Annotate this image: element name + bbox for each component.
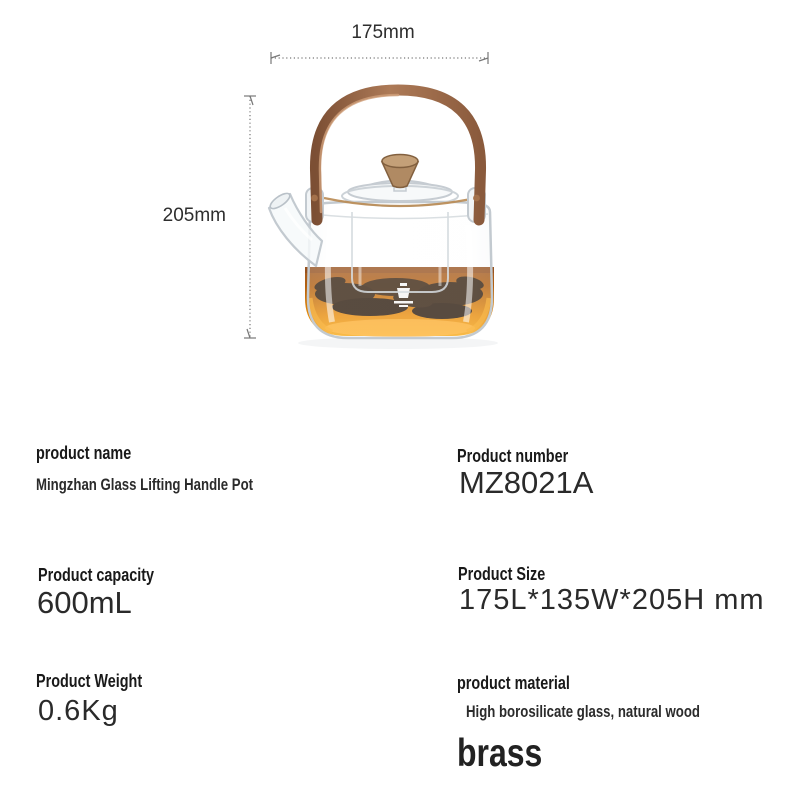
product-capacity-value: 600mL <box>37 585 132 620</box>
product-weight-label: Product Weight <box>36 671 143 691</box>
product-weight-value: 0.6Kg <box>38 695 119 727</box>
product-name-label: product name <box>36 443 132 463</box>
width-dimension-line <box>271 52 488 64</box>
product-name-value: Mingzhan Glass Lifting Handle Pot <box>36 476 254 494</box>
product-capacity-label: Product capacity <box>38 565 155 585</box>
product-size-value: 175L*135W*205H mm <box>459 584 765 616</box>
product-material-value: High borosilicate glass, natural wood <box>466 703 700 721</box>
product-material-label: product material <box>457 673 570 693</box>
product-material-extra-value: brass <box>457 732 543 775</box>
width-dimension-label: 175mm <box>351 22 415 43</box>
height-dimension-label: 205mm <box>162 205 226 226</box>
product-size-label: Product Size <box>458 564 546 584</box>
teapot-body <box>308 202 492 338</box>
height-dimension-line <box>244 96 256 338</box>
product-number-label: Product number <box>457 446 569 466</box>
product-number-value: MZ8021A <box>459 465 594 500</box>
